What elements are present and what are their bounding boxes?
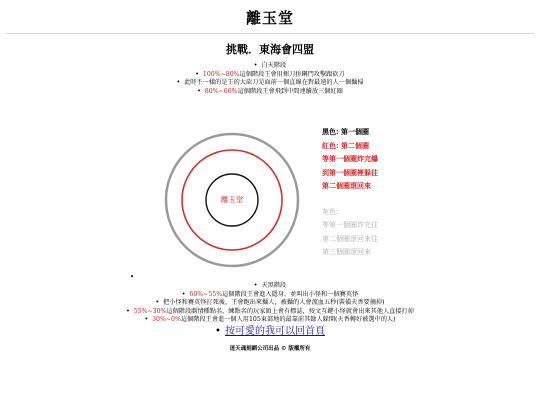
legend-gray-line: 等第一個圈炸完往 — [322, 221, 378, 229]
section-title: 挑戰．東海會四盟 — [226, 43, 314, 56]
list-item: • 把小怪和賽英怪打死後，王會跑出來攝人，被攝的人會流血五秒(裝備天香要摘掉) — [0, 299, 540, 308]
site-title: 離玉堂 — [245, 9, 294, 27]
diagram-center-label: 離玉堂 — [220, 195, 244, 204]
diagram-legend — [322, 125, 378, 260]
legend-red-line: 等第一個圈炸完爆 — [322, 154, 378, 163]
legend-gray-line: 第二個圈滾回來往 — [322, 234, 378, 243]
list-item: • 100%~80%這個階段王會用揮刀拚鋼門攻擊跟砍刀 — [0, 71, 540, 80]
list-item — [0, 325, 540, 338]
legend-red-line: 第二個圈滾回來 — [322, 181, 371, 190]
list-item: • 80%~60%這個階段王會飛到中間連續放三個紅圈 — [0, 88, 540, 97]
legend-red-line: 到第一個圈裡躲往 — [322, 167, 378, 177]
legend-black: 黑色: 第一個圈 — [322, 127, 370, 136]
list-item: • 此時不一樣的是王的大砍刀是面前一個直線在對最遠的人一個攝掃 — [0, 79, 540, 88]
list-item: • 60%~55%這個階段王會進入隱身，並叫出小怪和一個賽英怪 — [0, 291, 540, 300]
legend-gray-title: 灰色: — [322, 207, 339, 216]
list-item: • 天黑階段 — [0, 282, 540, 291]
list-item: • 白天階段 — [0, 62, 540, 71]
list-item: • 30%~0%這個階段王會進一個人用105東部地的最靠前其餘人躲開(天香轉好被選中的人) — [0, 316, 540, 325]
footer-copyright: 迷天魂刻網公司出品 © 版權所有 — [229, 346, 311, 352]
back-home-link[interactable]: 按可愛的我可以回首頁 — [224, 325, 325, 337]
bullet-dot: • — [130, 273, 135, 281]
legend-red-title: 紅色: 第二個圈 — [322, 140, 370, 150]
legend-gray-line: 第三個圈滾回來 — [322, 248, 371, 256]
list-item: • 55%~30%這個階段劇情種點名，練點名的玩家頭上會有標誌，按文互鍵小怪就會出來其他人直接打掉 — [0, 308, 540, 317]
bottom-notes-list — [0, 282, 540, 338]
